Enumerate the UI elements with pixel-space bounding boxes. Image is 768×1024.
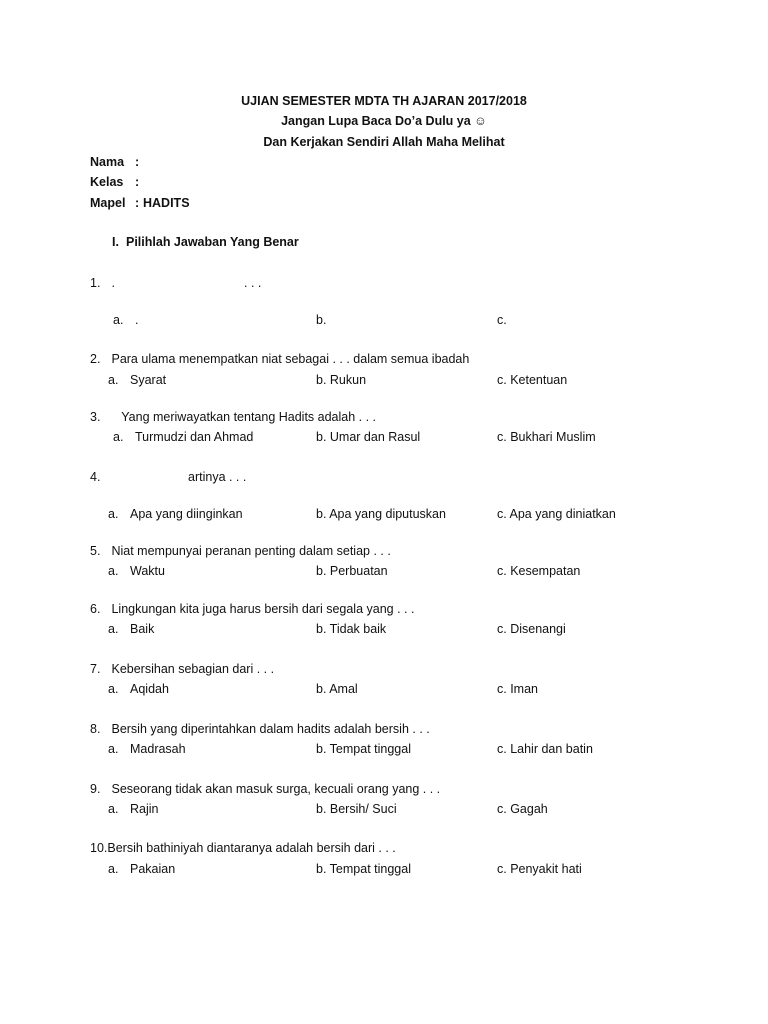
question-6-option-c: c. Disenangi: [497, 622, 566, 636]
question-7-option-a: a. Aqidah: [108, 682, 169, 696]
question-9-option-c: c. Gagah: [497, 802, 548, 816]
question-10: [90, 841, 396, 855]
question-6-option-b: b. Tidak baik: [316, 622, 387, 636]
nama-colon: :: [135, 155, 140, 169]
question-1-option-c: c.: [497, 313, 507, 327]
question-9: [90, 782, 440, 796]
mapel-value: HADITS: [143, 196, 190, 210]
question-5-option-b: b. Perbuatan: [316, 564, 388, 578]
question-number: 7.: [90, 662, 101, 676]
question-3-option-c: c. Bukhari Muslim: [497, 430, 596, 444]
question-4-option-c: c. Apa yang diniatkan: [497, 507, 616, 521]
question-7-option-b: b. Amal: [316, 682, 358, 696]
question-text: Niat mempunyai peranan penting dalam setiap . . .: [111, 544, 391, 558]
question-10-option-b: b. Tempat tinggal: [316, 862, 411, 876]
question-8-option-b: b. Tempat tinggal: [316, 742, 411, 756]
question-number: 1.: [90, 276, 101, 290]
question-2-option-b: b. Rukun: [316, 373, 367, 387]
question-1-option-b: b.: [316, 313, 327, 327]
question-text: Bersih bathiniyah diantaranya adalah bersih dari . . .: [107, 841, 396, 855]
question-2-option-a: a. Syarat: [108, 373, 167, 387]
mapel-colon: :: [135, 196, 140, 210]
question-text: Para ulama menempatkan niat sebagai . . . dalam semua ibadah: [111, 352, 470, 366]
question-4: [90, 470, 108, 484]
question-number: 3.: [90, 410, 101, 424]
question-8-option-a: a. Madrasah: [108, 742, 186, 756]
exam-title: UJIAN SEMESTER MDTA TH AJARAN 2017/2018: [241, 94, 527, 108]
question-2: [90, 352, 469, 366]
question-3-option-a: a. Turmudzi dan Ahmad: [113, 430, 254, 444]
question-number: 6.: [90, 602, 101, 616]
question-text: .: [111, 276, 115, 290]
question-4-text: artinya . . .: [188, 470, 247, 484]
question-7-option-c: c. Iman: [497, 682, 538, 696]
question-number: 9.: [90, 782, 101, 796]
question-9-option-b: b. Bersih/ Suci: [316, 802, 397, 816]
question-1: [90, 276, 115, 290]
question-number: 4.: [90, 470, 101, 484]
question-2-option-c: c. Ketentuan: [497, 373, 568, 387]
question-5: [90, 544, 391, 558]
question-10-option-a: a. Pakaian: [108, 862, 176, 876]
kelas-label: Kelas: [90, 175, 124, 189]
question-3-option-b: b. Umar dan Rasul: [316, 430, 421, 444]
question-3: [90, 410, 376, 424]
question-text: Bersih yang diperintahkan dalam hadits adalah bersih . . .: [111, 722, 430, 736]
question-text: Kebersihan sebagian dari . . .: [111, 662, 275, 676]
question-8: [90, 722, 430, 736]
question-1-tail: . . .: [244, 276, 262, 290]
question-number: 5.: [90, 544, 101, 558]
kelas-colon: :: [135, 175, 140, 189]
question-4-option-a: a. Apa yang diinginkan: [108, 507, 243, 521]
nama-label: Nama: [90, 155, 125, 169]
question-1-option-a: a. .: [113, 313, 139, 327]
exam-subtitle-2: Dan Kerjakan Sendiri Allah Maha Melihat: [263, 135, 505, 149]
question-5-option-c: c. Kesempatan: [497, 564, 581, 578]
section-title: Pilihlah Jawaban Yang Benar: [126, 235, 299, 249]
question-9-option-a: a. Rajin: [108, 802, 159, 816]
question-10-option-c: c. Penyakit hati: [497, 862, 582, 876]
question-text: Yang meriwayatkan tentang Hadits adalah . . .: [121, 410, 377, 424]
question-number: 10.: [90, 841, 108, 855]
question-4-option-b: b. Apa yang diputuskan: [316, 507, 446, 521]
exam-subtitle: Jangan Lupa Baca Do’a Dulu ya ☺: [281, 114, 487, 128]
question-5-option-a: a. Waktu: [108, 564, 165, 578]
section-number: I.: [112, 235, 119, 249]
question-text: Seseorang tidak akan masuk surga, kecuali orang yang . . .: [111, 782, 441, 796]
mapel-label: Mapel: [90, 196, 126, 210]
question-8-option-c: c. Lahir dan batin: [497, 742, 593, 756]
question-number: 8.: [90, 722, 101, 736]
question-6: [90, 602, 414, 616]
question-7: [90, 662, 274, 676]
question-number: 2.: [90, 352, 101, 366]
question-6-option-a: a. Baik: [108, 622, 155, 636]
question-text: Lingkungan kita juga harus bersih dari segala yang . . .: [111, 602, 415, 616]
